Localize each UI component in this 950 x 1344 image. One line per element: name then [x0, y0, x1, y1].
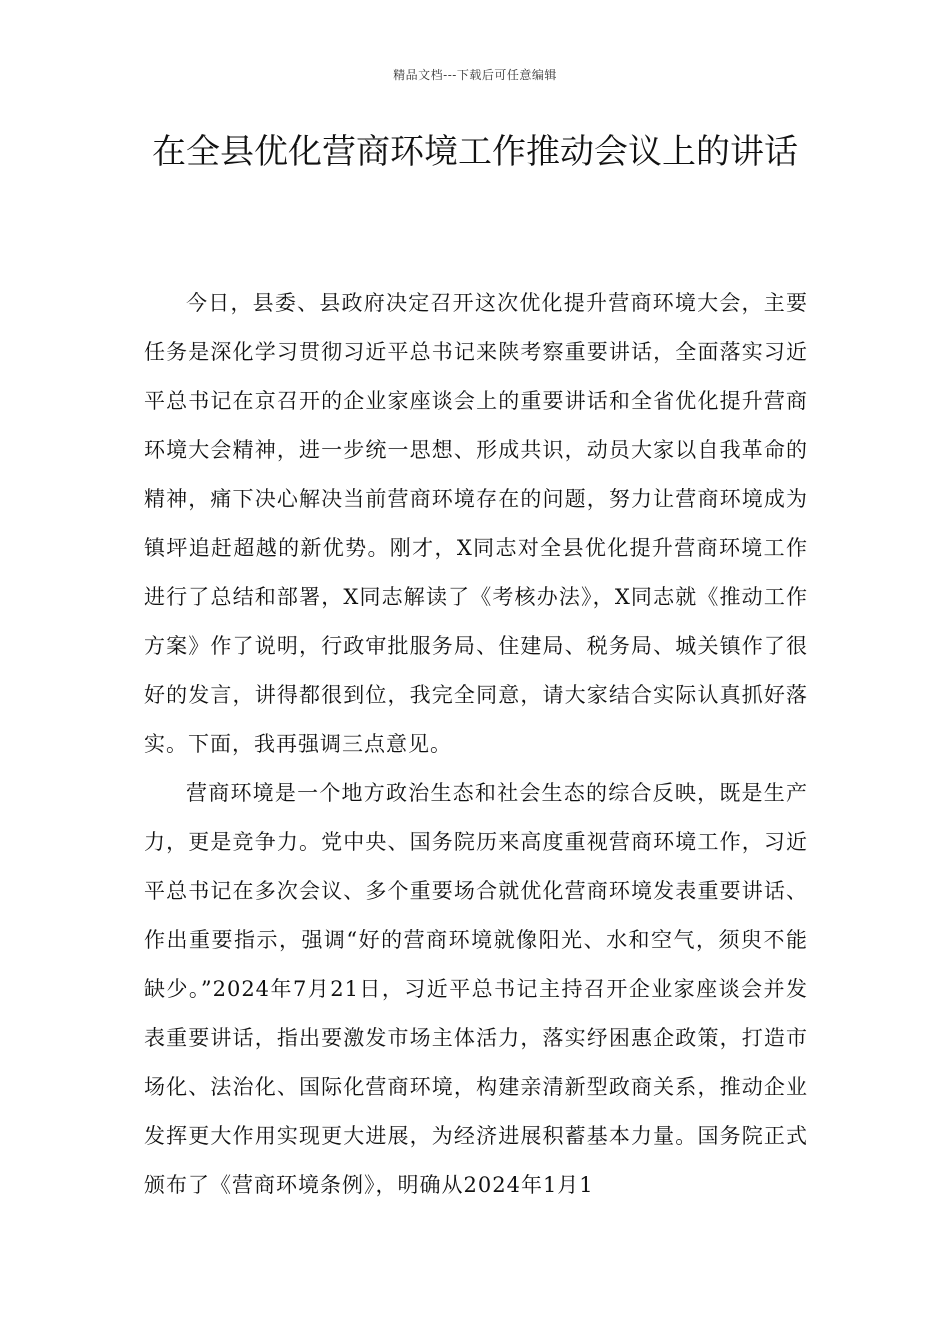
document-body: [144, 279, 808, 1210]
paragraph-2: 营商环境是一个地方政治生态和社会生态的综合反映，既是生产力，更是竞争力。党中央、国务院历来高度重视营商环境工作，习近平总书记在多次会议、多个重要场合就优化营商环境发表重要讲话、作出重要指示，强调“好的营商环境就像阳光、水和空气，须臾不能缺少。”2024年7月21日，习近平总书记主持召开企业家座谈会并发表重要讲话，指出要激发市场主体活力，落实纾困惠企政策，打造市场化、法治化、国际化营商环境，构建亲清新型政商关系，推动企业发挥更大作用实现更大进展，为经济进展积蓄基本力量。国务院正式颁布了《营商环境条例》，明确从2024年1月1: [144, 781, 808, 1197]
paragraph-1: 今日，县委、县政府决定召开这次优化提升营商环境大会，主要任务是深化学习贯彻习近平总书记来陕考察重要讲话，全面落实习近平总书记在京召开的企业家座谈会上的重要讲话和全省优化提升营商环境大会精神，进一步统一思想、形成共识，动员大家以自我革命的精神，痛下决心解决当前营商环境存在的问题，努力让营商环境成为镇坪追赶超越的新优势。刚才，X同志对全县优化提升营商环境工作进行了总结和部署，X同志解读了《考核办法》，X同志就《推动工作方案》作了说明，行政审批服务局、住建局、税务局、城关镇作了很好的发言，讲得都很到位，我完全同意，请大家结合实际认真抓好落实。下面，我再强调三点意见。: [144, 291, 808, 756]
header-note: 精品文档---下载后可任意编辑: [393, 68, 557, 82]
document-title: 在全县优化营商环境工作推动会议上的讲话: [152, 132, 798, 172]
